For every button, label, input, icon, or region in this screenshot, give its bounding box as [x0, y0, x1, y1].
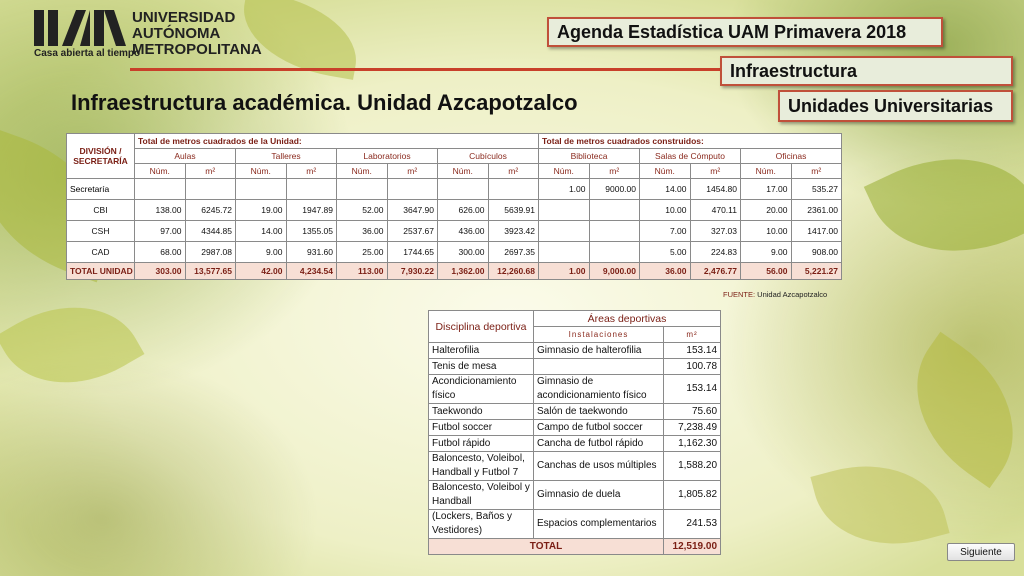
table-cell — [236, 179, 287, 200]
total-cell: 2,476.77 — [690, 263, 741, 280]
discipline-cell: Acondicionamiento físico — [429, 375, 534, 404]
total-cell: 9,000.00 — [589, 263, 640, 280]
m2-cell: 1,162.30 — [664, 436, 721, 452]
table-cell — [337, 179, 388, 200]
page-title: Infraestructura académica. Unidad Azcapotzalco — [71, 90, 578, 115]
category-header: Biblioteca — [539, 149, 640, 164]
table-cell: 1744.65 — [387, 242, 438, 263]
table-cell: 68.00 — [135, 242, 186, 263]
areas-header: Áreas deportivas — [534, 311, 721, 327]
group-header-total-unit: Total de metros cuadrados de la Unidad: — [135, 134, 539, 149]
table-cell: 52.00 — [337, 200, 388, 221]
category-header: Cubículos — [438, 149, 539, 164]
table-cell — [438, 179, 489, 200]
m2-cell: 100.78 — [664, 359, 721, 375]
installations-header: Instalaciones — [534, 327, 664, 343]
table-cell: 14.00 — [640, 179, 691, 200]
background-leaf — [883, 332, 1024, 488]
table-row — [429, 436, 721, 452]
table-row — [429, 375, 721, 404]
source-note: FUENTE: Unidad Azcapotzalco — [723, 290, 828, 299]
table-cell: 470.11 — [690, 200, 741, 221]
table-cell: 908.00 — [791, 242, 842, 263]
table-row — [429, 359, 721, 375]
table-cell — [488, 179, 539, 200]
installation-cell: Canchas de usos múltiples — [534, 452, 664, 481]
table-cell: 9000.00 — [589, 179, 640, 200]
table-cell — [286, 179, 337, 200]
table-cell: 224.83 — [690, 242, 741, 263]
background-leaf — [810, 446, 949, 564]
table-row — [429, 510, 721, 539]
row-label: CBI — [67, 200, 135, 221]
installation-cell: Gimnasio de halterofilia — [534, 343, 664, 359]
table-cell: 20.00 — [741, 200, 792, 221]
logo-tagline: Casa abierta al tiempo — [34, 48, 141, 59]
table-row — [429, 420, 721, 436]
table-cell: 2361.00 — [791, 200, 842, 221]
sub-header-m2: m² — [286, 164, 337, 179]
installation-cell — [534, 359, 664, 375]
installation-cell: Cancha de futbol rápido — [534, 436, 664, 452]
sub-header-m2: m² — [185, 164, 236, 179]
table-cell — [589, 200, 640, 221]
installation-cell: Espacios complementarios — [534, 510, 664, 539]
table-cell: 535.27 — [791, 179, 842, 200]
total-cell: 56.00 — [741, 263, 792, 280]
total-cell: 7,930.22 — [387, 263, 438, 280]
table-cell — [539, 242, 590, 263]
division-header: DIVISIÓN / SECRETARÍA — [67, 134, 135, 179]
table-cell — [387, 179, 438, 200]
total-label: TOTAL UNIDAD — [67, 263, 135, 280]
category-header: Salas de Cómputo — [640, 149, 741, 164]
next-button[interactable]: Siguiente — [947, 543, 1015, 561]
table-row — [67, 221, 842, 242]
infrastructure-table — [66, 133, 842, 280]
row-label: CSH — [67, 221, 135, 242]
table-cell: 1947.89 — [286, 200, 337, 221]
table-row — [67, 200, 842, 221]
table-cell — [185, 179, 236, 200]
discipline-cell: Futbol soccer — [429, 420, 534, 436]
table-cell: 2537.67 — [387, 221, 438, 242]
total-cell: 12,260.68 — [488, 263, 539, 280]
sub-header-m2: m² — [690, 164, 741, 179]
category-header: Oficinas — [741, 149, 842, 164]
m2-cell: 1,805.82 — [664, 481, 721, 510]
uam-logo — [34, 9, 262, 62]
m2-cell: 241.53 — [664, 510, 721, 539]
m2-cell: 1,588.20 — [664, 452, 721, 481]
table-cell: 138.00 — [135, 200, 186, 221]
sub-header-m2: m² — [488, 164, 539, 179]
discipline-header: Disciplina deportiva — [429, 311, 534, 343]
category-header: Aulas — [135, 149, 236, 164]
installation-cell: Campo de futbol soccer — [534, 420, 664, 436]
background-leaf — [0, 276, 144, 414]
section-link-infraestructura[interactable]: Infraestructura — [720, 56, 1013, 86]
table-cell: 19.00 — [236, 200, 287, 221]
table-row — [429, 452, 721, 481]
total-m2: 12,519.00 — [664, 539, 721, 555]
table-cell: 1417.00 — [791, 221, 842, 242]
table-cell: 5.00 — [640, 242, 691, 263]
m2-cell: 153.14 — [664, 375, 721, 404]
table-cell: 3647.90 — [387, 200, 438, 221]
table-cell — [539, 221, 590, 242]
table-cell: 1355.05 — [286, 221, 337, 242]
m2-cell: 7,238.49 — [664, 420, 721, 436]
sub-header-num: Núm. — [539, 164, 590, 179]
m2-cell: 75.60 — [664, 404, 721, 420]
section-link-unidades[interactable]: Unidades Universitarias — [778, 90, 1013, 122]
sub-header-num: Núm. — [741, 164, 792, 179]
table-cell — [589, 242, 640, 263]
table-row — [429, 481, 721, 510]
uam-logo-icon — [34, 10, 126, 46]
m2-cell: 153.14 — [664, 343, 721, 359]
table-cell: 2697.35 — [488, 242, 539, 263]
row-label: Secretaría — [67, 179, 135, 200]
row-label: CAD — [67, 242, 135, 263]
discipline-cell: Taekwondo — [429, 404, 534, 420]
sub-header-num: Núm. — [135, 164, 186, 179]
table-cell: 1454.80 — [690, 179, 741, 200]
table-cell — [589, 221, 640, 242]
table-cell: 300.00 — [438, 242, 489, 263]
sub-header-m2: m² — [387, 164, 438, 179]
m2-header: m² — [664, 327, 721, 343]
table-cell: 3923.42 — [488, 221, 539, 242]
table-cell: 327.03 — [690, 221, 741, 242]
table-cell: 25.00 — [337, 242, 388, 263]
category-header: Laboratorios — [337, 149, 438, 164]
discipline-cell: (Lockers, Baños y Vestidores) — [429, 510, 534, 539]
installation-cell: Salón de taekwondo — [534, 404, 664, 420]
table-cell: 2987.08 — [185, 242, 236, 263]
logo-university-name: UNIVERSIDAD AUTÓNOMA METROPOLITANA — [132, 9, 262, 58]
table-row — [67, 242, 842, 263]
table-cell: 7.00 — [640, 221, 691, 242]
sub-header-m2: m² — [589, 164, 640, 179]
agenda-title-box: Agenda Estadística UAM Primavera 2018 — [547, 17, 943, 47]
header-divider — [130, 68, 740, 71]
table-cell — [135, 179, 186, 200]
table-cell — [539, 200, 590, 221]
installation-cell: Gimnasio de acondicionamiento físico — [534, 375, 664, 404]
table-cell: 4344.85 — [185, 221, 236, 242]
installation-cell: Gimnasio de duela — [534, 481, 664, 510]
table-row — [67, 179, 842, 200]
total-cell: 13,577.65 — [185, 263, 236, 280]
table-total-row — [429, 539, 721, 555]
discipline-cell: Halterofilia — [429, 343, 534, 359]
category-header: Talleres — [236, 149, 337, 164]
group-header-total-built: Total de metros cuadrados construidos: — [539, 134, 842, 149]
table-cell: 6245.72 — [185, 200, 236, 221]
total-cell: 1,362.00 — [438, 263, 489, 280]
sub-header-m2: m² — [791, 164, 842, 179]
total-cell: 303.00 — [135, 263, 186, 280]
table-cell: 931.60 — [286, 242, 337, 263]
table-cell: 36.00 — [337, 221, 388, 242]
table-cell: 436.00 — [438, 221, 489, 242]
background-leaf — [864, 123, 1024, 286]
discipline-cell: Tenis de mesa — [429, 359, 534, 375]
table-cell: 1.00 — [539, 179, 590, 200]
table-cell: 9.00 — [236, 242, 287, 263]
discipline-cell: Baloncesto, Voleibol, Handball y Futbol 7 — [429, 452, 534, 481]
table-cell: 17.00 — [741, 179, 792, 200]
table-total-row — [67, 263, 842, 280]
discipline-cell: Futbol rápido — [429, 436, 534, 452]
sub-header-num: Núm. — [438, 164, 489, 179]
discipline-cell: Baloncesto, Voleibol y Handball — [429, 481, 534, 510]
table-row — [429, 343, 721, 359]
table-cell: 5639.91 — [488, 200, 539, 221]
sub-header-num: Núm. — [337, 164, 388, 179]
total-cell: 4,234.54 — [286, 263, 337, 280]
total-label: TOTAL — [429, 539, 664, 555]
table-cell: 9.00 — [741, 242, 792, 263]
sub-header-num: Núm. — [640, 164, 691, 179]
table-cell: 10.00 — [640, 200, 691, 221]
table-cell: 14.00 — [236, 221, 287, 242]
table-cell: 10.00 — [741, 221, 792, 242]
total-cell: 1.00 — [539, 263, 590, 280]
sports-areas-table — [428, 310, 721, 555]
total-cell: 113.00 — [337, 263, 388, 280]
table-cell: 97.00 — [135, 221, 186, 242]
table-row — [429, 404, 721, 420]
sub-header-num: Núm. — [236, 164, 287, 179]
table-cell: 626.00 — [438, 200, 489, 221]
total-cell: 36.00 — [640, 263, 691, 280]
total-cell: 5,221.27 — [791, 263, 842, 280]
total-cell: 42.00 — [236, 263, 287, 280]
